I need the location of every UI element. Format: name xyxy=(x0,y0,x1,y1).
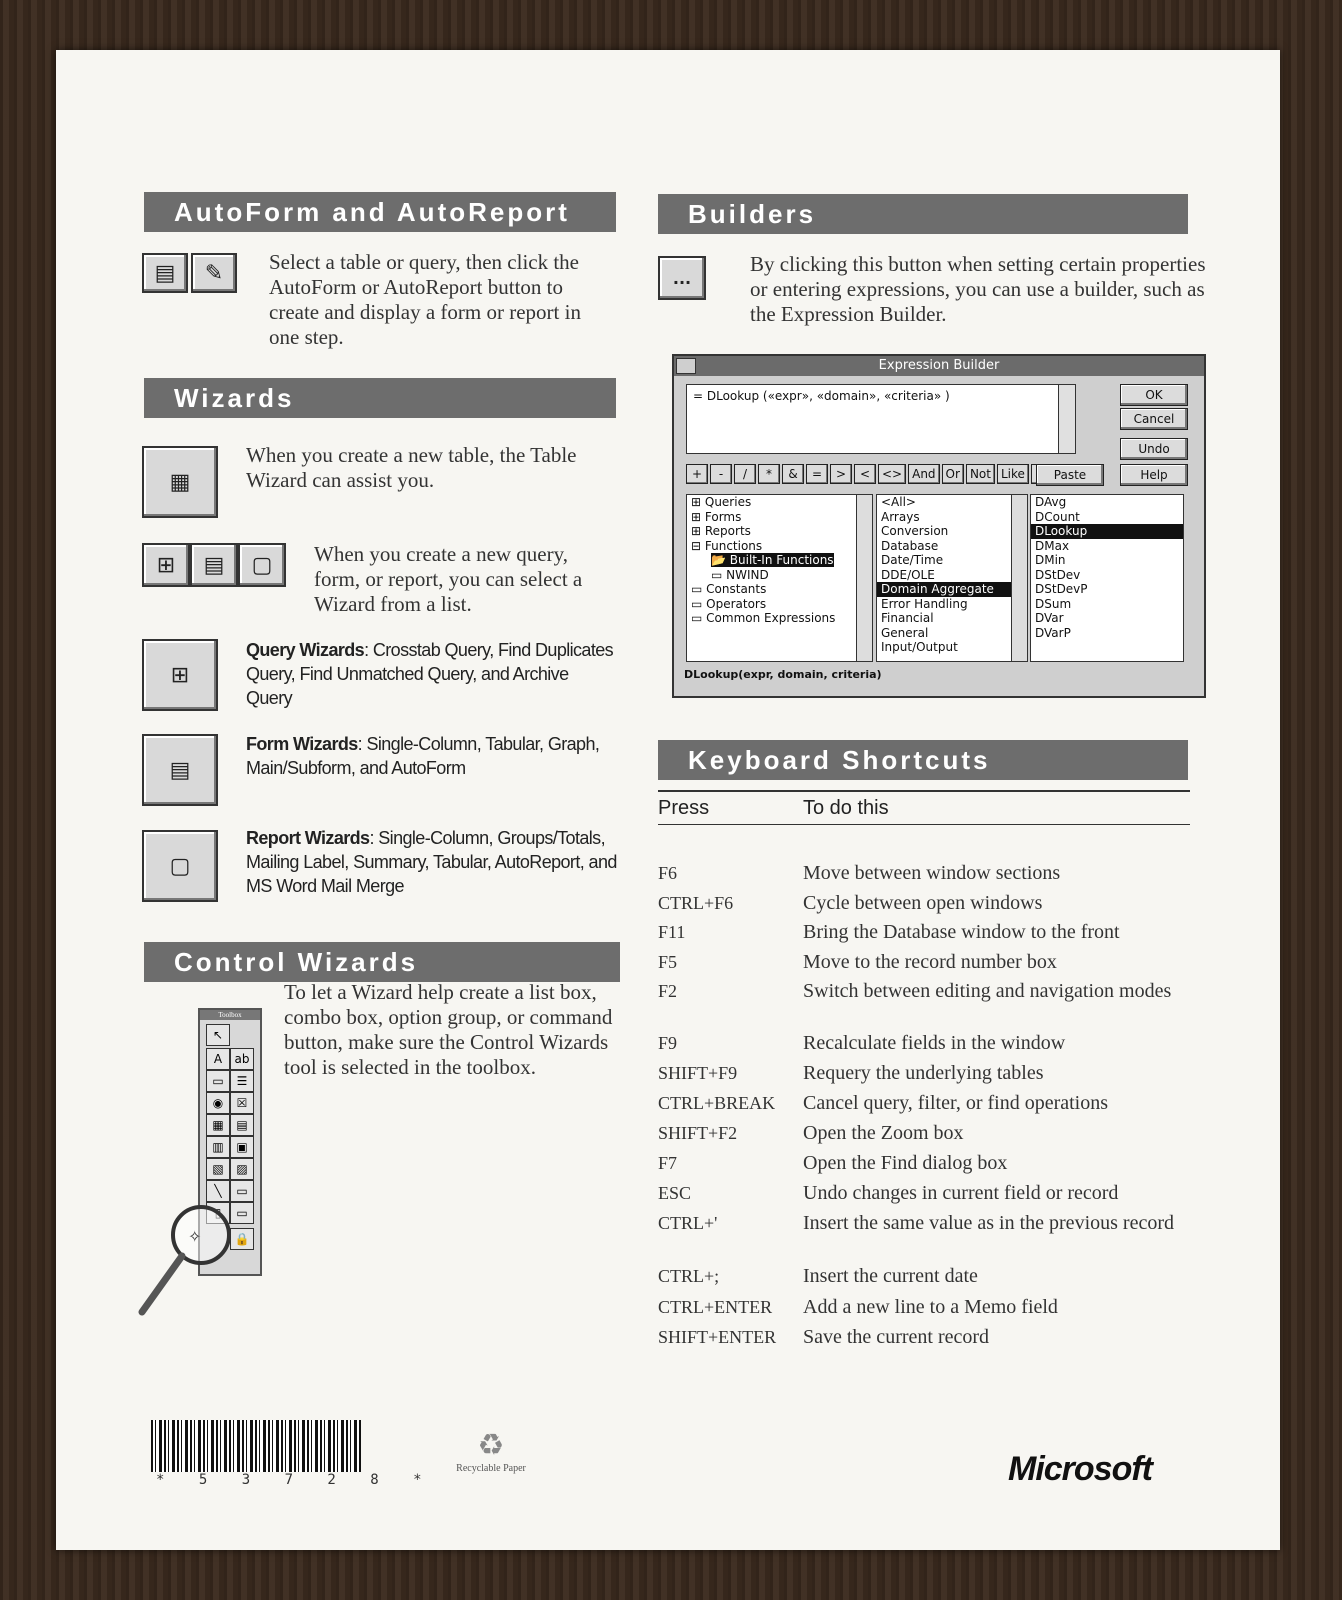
query-wizards-list: : Crosstab Query, Find Duplicates Query, Find Unmatched Query, and Archive Query xyxy=(246,640,614,708)
shortcut-key: CTRL+ENTER xyxy=(658,1297,773,1317)
operator-greater-button[interactable]: > xyxy=(830,464,852,484)
object-tree-list[interactable] xyxy=(686,494,873,662)
form-wizards-icon[interactable]: ▤ xyxy=(142,734,218,806)
operator-plus-button[interactable]: + xyxy=(686,464,708,484)
object-tree-scrollbar[interactable] xyxy=(856,495,872,661)
query-wizards-label: Query Wizards xyxy=(246,640,365,660)
shortcut-key: F6 xyxy=(658,863,678,883)
list-item[interactable]: DMin xyxy=(1035,553,1066,567)
graph-tool-icon[interactable]: ▥ xyxy=(206,1136,230,1158)
pointer-tool-icon[interactable]: ↖ xyxy=(206,1024,230,1046)
keyboard-shortcuts-header: Keyboard Shortcuts xyxy=(658,740,1188,780)
query-wizards-icon[interactable]: ⊞ xyxy=(142,639,218,711)
operator-bar xyxy=(686,464,1053,484)
barcode-number: * 5 3 7 2 8 * xyxy=(156,1472,435,1488)
shortcut-key: ESC xyxy=(658,1183,692,1203)
shortcut-description: Add a new line to a Memo field xyxy=(803,1296,1058,1318)
table-wizard-icon[interactable]: ▦ xyxy=(142,446,218,518)
query-wizards-text xyxy=(246,638,618,710)
shortcut-key: CTRL+F6 xyxy=(658,893,734,913)
shortcut-key: SHIFT+ENTER xyxy=(658,1327,777,1347)
operator-minus-button[interactable]: - xyxy=(710,464,732,484)
shortcut-description: Open the Find dialog box xyxy=(803,1152,1008,1174)
report-wizards-label: Report Wizards xyxy=(246,828,370,848)
list-item[interactable]: General xyxy=(881,625,929,640)
autoform-header: AutoForm and AutoReport xyxy=(144,192,616,232)
shortcut-key: F9 xyxy=(658,1033,678,1053)
paste-button[interactable]: Paste xyxy=(1036,464,1104,486)
expression-scrollbar[interactable] xyxy=(1058,385,1075,453)
command-button-tool-icon[interactable]: ▭ xyxy=(230,1202,254,1224)
list-item[interactable]: ▭ Constants xyxy=(691,582,767,596)
recyclable-paper-label: Recyclable Paper xyxy=(456,1463,526,1474)
operator-and-button[interactable]: And xyxy=(908,464,939,484)
shortcut-key: CTRL+; xyxy=(658,1266,720,1286)
option-button-tool-icon[interactable]: ◉ xyxy=(206,1092,230,1114)
list-item[interactable]: DSum xyxy=(1035,596,1072,611)
operator-notequal-button[interactable]: <> xyxy=(878,464,906,484)
shortcut-description: Cycle between open windows xyxy=(803,892,1043,914)
shortcut-description: Save the current record xyxy=(803,1326,990,1348)
builder-button[interactable]: ... xyxy=(658,256,706,300)
rectangle-tool-icon[interactable]: ▭ xyxy=(230,1180,254,1202)
list-item[interactable]: DVar xyxy=(1035,611,1064,625)
shortcut-key: SHIFT+F9 xyxy=(658,1063,738,1083)
shortcut-key: SHIFT+F2 xyxy=(658,1123,738,1143)
shortcut-description: Bring the Database window to the front xyxy=(803,921,1120,943)
checkbox-tool-icon[interactable]: ☒ xyxy=(230,1092,254,1114)
form-wizards-label: Form Wizards xyxy=(246,734,358,754)
recyclable-paper-mark xyxy=(441,1428,541,1474)
tool-lock-icon[interactable]: 🔒 xyxy=(230,1228,254,1250)
list-item[interactable]: ▭ Operators xyxy=(691,596,767,611)
operator-multiply-button[interactable]: * xyxy=(758,464,780,484)
shortcut-key: F7 xyxy=(658,1153,678,1173)
shortcut-key: CTRL+' xyxy=(658,1213,718,1233)
bound-object-tool-icon[interactable]: ▨ xyxy=(230,1158,254,1180)
shortcut-key: F2 xyxy=(658,981,678,1001)
form-wizards-text xyxy=(246,732,618,780)
object-frame-tool-icon[interactable]: ▧ xyxy=(206,1158,230,1180)
combo-box-tool-icon[interactable]: ▦ xyxy=(206,1114,230,1136)
microsoft-logo: Microsoft xyxy=(1008,1450,1152,1488)
shortcut-description: Move to the record number box xyxy=(803,951,1057,973)
report-wizards-text xyxy=(246,826,618,898)
list-item[interactable]: DDE/OLE xyxy=(881,567,935,582)
operator-less-button[interactable]: < xyxy=(854,464,876,484)
press-column-header: Press xyxy=(658,797,710,819)
shortcut-description: Recalculate fields in the window xyxy=(803,1032,1066,1054)
expression-box[interactable] xyxy=(686,384,1076,454)
wizard-list-text: When you create a new query, form, or report, you can select a Wizard from a list. xyxy=(314,542,583,616)
builders-header: Builders xyxy=(658,194,1188,234)
shortcut-description: Insert the current date xyxy=(803,1265,978,1287)
subform-tool-icon[interactable]: ▣ xyxy=(230,1136,254,1158)
builders-text: By clicking this button when setting certain properties or entering expressions, you can use a builder, such as the Expression Builder. xyxy=(750,252,1206,326)
list-item[interactable]: DAvg xyxy=(1035,495,1067,509)
recycle-icon: ♻ xyxy=(477,1428,505,1463)
list-item[interactable]: Conversion xyxy=(881,524,949,538)
list-item[interactable]: DCount xyxy=(1035,509,1080,524)
operator-divide-button[interactable]: / xyxy=(734,464,756,484)
list-item-selected[interactable]: Domain Aggregate xyxy=(877,582,1027,597)
operator-equal-button[interactable]: = xyxy=(806,464,828,484)
control-wizards-text: To let a Wizard help create a list box, combo box, option group, or command button, make sure the Control Wizards tool is selected in the toolbox. xyxy=(284,980,613,1079)
list-item[interactable]: ⊞ Forms xyxy=(691,509,742,524)
toolbox-title: Toolbox xyxy=(200,1010,260,1020)
report-wizard-small-icon[interactable]: ▢ xyxy=(238,543,286,587)
option-group-tool-icon[interactable]: ▭ xyxy=(206,1070,230,1092)
list-item[interactable]: ▭ NWIND xyxy=(711,567,769,582)
list-item[interactable]: DStDev xyxy=(1035,567,1081,582)
operator-or-button[interactable]: Or xyxy=(942,464,964,484)
barcode xyxy=(151,1420,361,1472)
category-list[interactable] xyxy=(876,494,1028,662)
expression-builder-dialog xyxy=(672,354,1206,698)
toggle-tool-icon[interactable]: ☰ xyxy=(230,1070,254,1092)
shortcut-key: CTRL+BREAK xyxy=(658,1093,776,1113)
shortcut-key: F5 xyxy=(658,952,678,972)
shortcuts-table-header xyxy=(658,790,1190,825)
line-tool-icon[interactable]: ╲ xyxy=(206,1180,230,1202)
report-wizards-icon[interactable]: ▢ xyxy=(142,830,218,902)
shortcut-description: Undo changes in current field or record xyxy=(803,1182,1119,1204)
list-item[interactable]: ⊞ Reports xyxy=(691,524,751,538)
report-wizards-list: : Single-Column, Groups/Totals, Mailing Label, Summary, Tabular, AutoReport, and MS Word Mail Merge xyxy=(246,828,617,896)
query-wizard-small-icon[interactable]: ⊞ xyxy=(142,543,190,587)
category-scrollbar[interactable] xyxy=(1011,495,1027,661)
expression-builder-titlebar xyxy=(674,356,1204,376)
list-item[interactable]: DMax xyxy=(1035,538,1070,553)
shortcut-description: Cancel query, filter, or find operations xyxy=(803,1092,1109,1114)
list-item[interactable]: ▭ Common Expressions xyxy=(691,611,836,625)
system-menu-icon[interactable] xyxy=(676,358,696,374)
list-item[interactable]: Input/Output xyxy=(881,640,958,654)
operator-concat-button[interactable]: & xyxy=(782,464,804,484)
list-item[interactable]: DStDevP xyxy=(1035,582,1088,596)
expression-builder-title: Expression Builder xyxy=(878,358,1000,373)
list-item[interactable]: Date/Time xyxy=(881,553,944,567)
back-cover-page xyxy=(56,50,1280,1550)
shortcut-description: Switch between editing and navigation modes xyxy=(803,980,1172,1002)
list-item[interactable]: DVarP xyxy=(1035,625,1071,640)
function-syntax-status: DLookup(expr, domain, criteria) xyxy=(684,668,882,681)
operator-not-button[interactable]: Not xyxy=(966,464,995,484)
list-item[interactable]: ⊟ Functions xyxy=(691,538,763,553)
ok-button[interactable]: OK xyxy=(1120,384,1188,406)
autoform-icon[interactable]: ▤ xyxy=(142,253,188,293)
magnifier-icon xyxy=(136,1200,236,1330)
shortcut-description: Requery the underlying tables xyxy=(803,1062,1044,1084)
label-tool-icon[interactable]: A xyxy=(206,1048,230,1070)
list-item[interactable]: Database xyxy=(881,538,939,553)
control-wizards-header: Control Wizards xyxy=(144,942,620,982)
svg-text:✧: ✧ xyxy=(188,1229,202,1246)
textbox-tool-icon[interactable]: ab xyxy=(230,1048,254,1070)
list-item[interactable]: <All> xyxy=(881,495,916,509)
expression-text: = DLookup («expr», «domain», «criteria» ) xyxy=(693,389,950,403)
table-wizard-text: When you create a new table, the Table Wizard can assist you. xyxy=(246,443,577,492)
list-item[interactable]: Error Handling xyxy=(881,596,968,611)
list-item[interactable]: Financial xyxy=(881,611,934,625)
shortcut-description: Insert the same value as in the previous record xyxy=(803,1212,1174,1234)
shortcut-description: Open the Zoom box xyxy=(803,1122,964,1144)
help-button[interactable]: Help xyxy=(1120,464,1188,486)
function-list[interactable] xyxy=(1030,494,1184,662)
undo-button[interactable]: Undo xyxy=(1120,438,1188,460)
action-column-header: To do this xyxy=(803,797,889,819)
wizards-header: Wizards xyxy=(144,378,616,418)
autoform-text: Select a table or query, then click the AutoForm or AutoReport button to create and display a form or report in one step. xyxy=(269,250,581,349)
autoreport-icon[interactable]: ✎ xyxy=(191,253,237,293)
list-box-tool-icon[interactable]: ▤ xyxy=(230,1114,254,1136)
operator-like-button[interactable]: Like xyxy=(997,464,1029,484)
shortcut-key: F11 xyxy=(658,922,686,942)
shortcut-description: Move between window sections xyxy=(803,862,1061,884)
list-item-selected[interactable]: DLookup xyxy=(1031,524,1183,539)
form-wizards-list: : Single-Column, Tabular, Graph, Main/Subform, and AutoForm xyxy=(246,734,600,778)
list-item[interactable]: ⊞ Queries xyxy=(691,495,752,509)
list-item[interactable]: 📂 Built-In Functions xyxy=(711,553,834,567)
cancel-button[interactable]: Cancel xyxy=(1120,408,1188,430)
form-wizard-small-icon[interactable]: ▤ xyxy=(190,543,238,587)
list-item[interactable]: Arrays xyxy=(881,509,920,524)
